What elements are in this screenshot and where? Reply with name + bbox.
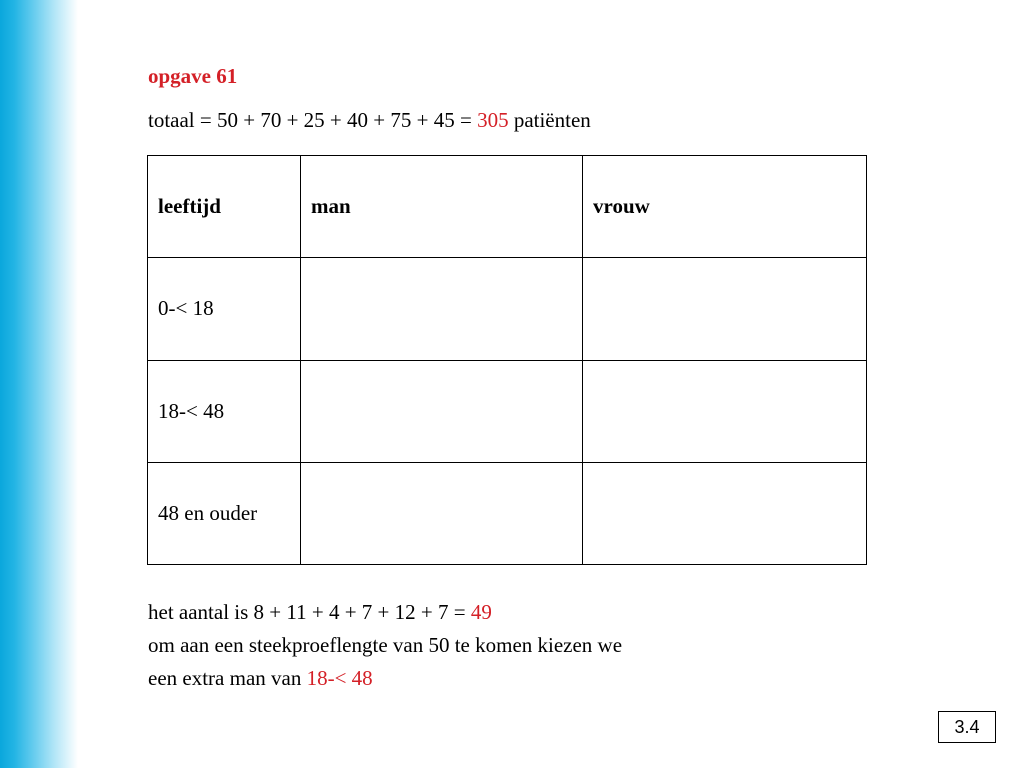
decorative-side-bar: [0, 0, 78, 768]
total-unit: patiënten: [508, 108, 591, 132]
cell-vrouw: [583, 258, 867, 360]
cell-age: 48 en ouder: [148, 462, 301, 564]
extra-man-text: een extra man van: [148, 666, 307, 690]
count-line: [148, 600, 492, 625]
table-row: [148, 258, 867, 360]
cell-man: [301, 360, 583, 462]
table-row: [148, 360, 867, 462]
extra-man-group: 18-< 48: [306, 666, 373, 690]
total-value: 305: [477, 108, 509, 132]
sample-size-line: om aan een steekproeflengte van 50 te komen kiezen we: [148, 633, 623, 657]
age-gender-table: [147, 155, 867, 565]
extra-man-line: [148, 666, 373, 691]
total-expression: totaal = 50 + 70 + 25 + 40 + 75 + 45 =: [148, 108, 478, 132]
table-header-row: [148, 156, 867, 258]
cell-vrouw: [583, 360, 867, 462]
header-man: man: [301, 156, 583, 258]
cell-man: [301, 258, 583, 360]
cell-man: [301, 462, 583, 564]
page-number: 3.4: [938, 711, 996, 743]
exercise-title: opgave 61: [148, 64, 238, 88]
count-expression: het aantal is 8 + 11 + 4 + 7 + 12 + 7 =: [148, 600, 471, 624]
table-row: [148, 462, 867, 564]
header-leeftijd: leeftijd: [148, 156, 301, 258]
cell-age: 0-< 18: [148, 258, 301, 360]
total-line: [148, 108, 591, 133]
count-value: 49: [470, 600, 492, 624]
cell-age: 18-< 48: [148, 360, 301, 462]
cell-vrouw: [583, 462, 867, 564]
header-vrouw: vrouw: [583, 156, 867, 258]
